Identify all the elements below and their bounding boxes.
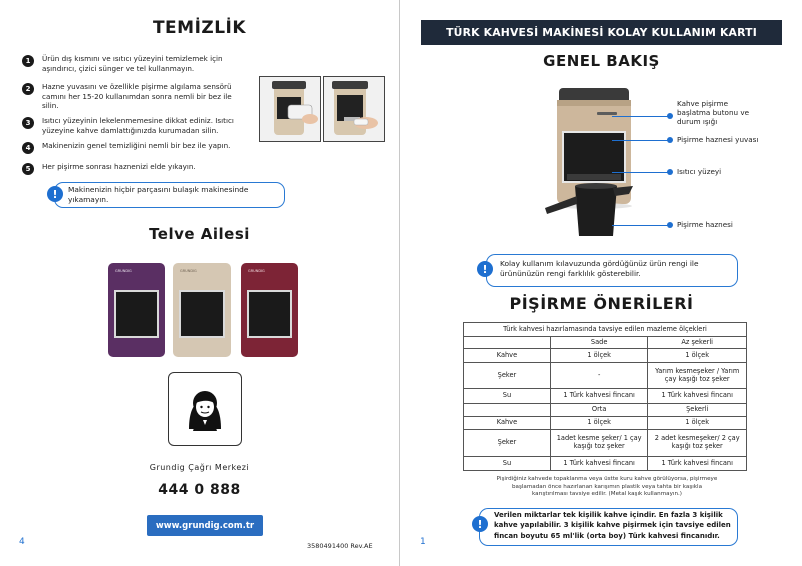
machine-brand-mark: GRUNDIG xyxy=(115,269,132,273)
warning-icon: ! xyxy=(47,186,63,202)
table-row: Şeker 1adet kesme şeker/ 1 çay kaşığı toz şeker 2 adet kesmeşeker/ 2 çay kaşığı toz şeker xyxy=(464,430,747,457)
left-page xyxy=(0,0,399,566)
table-header: Orta xyxy=(550,404,648,417)
color-note-text: Kolay kullanım kılavuzunda gördüğünüz ürün rengi ile ürününüzün rengi farklılık gösterebilir. xyxy=(500,259,699,278)
step-number: 5 xyxy=(22,163,34,175)
callout-start-button: Kahve pişirme başlatma butonu ve durum ışığı xyxy=(677,99,750,127)
callout-heater-surface: Isıtıcı yüzeyi xyxy=(677,167,722,176)
call-center-label: Grundig Çağrı Merkezi xyxy=(149,463,250,472)
step-1 xyxy=(22,54,242,73)
step-text: Hazne yuvasını ve özellikle pişirme algılama sensörü camını her 15-20 kullanımdan sonra nemli bir bez ile silin. xyxy=(42,82,232,110)
table-row: Şeker - Yarım kesmeşeker / Yarım çay kaşığı toz şeker xyxy=(464,363,747,389)
table-caption: Türk kahvesi hazırlamasında tavsiye edilen mazleme ölçekleri xyxy=(464,323,747,337)
warning-icon: ! xyxy=(472,516,488,532)
callout-brewing-chamber: Pişirme haznesi xyxy=(677,220,733,229)
call-center-icon xyxy=(168,372,242,446)
step-text: Ürün dış kısmını ve ısıtıcı yüzeyini temizlemek için aşındırıcı, çizici sünger ve tel kullanmayın. xyxy=(42,54,223,73)
dishwasher-warning-text: Makinenizin hiçbir parçasını bulaşık makinesinde yıkamayın. xyxy=(68,185,249,204)
table-row: Su 1 Türk kahvesi fincanı 1 Türk kahvesi fincanı xyxy=(464,389,747,404)
website-link[interactable]: www.grundig.com.tr xyxy=(147,515,263,536)
capacity-note-text: Verilen miktarlar tek kişilik kahve içindir. En fazla 3 kişilik kahve yapılabilir. 3 kişilik kahve pişirmek için tavsiye edilen fincan boyutu 65 ml'lik (orta boy) Türk kahvesi fincanıdır. xyxy=(494,511,731,540)
machine-brand-mark: GRUNDIG xyxy=(180,269,197,273)
step-text: Makinenizin genel temizliğini nemli bir bez ile yapın. xyxy=(42,141,231,150)
table-header: Şekerli xyxy=(648,404,747,417)
table-row: Kahve 1 ölçek 1 ölçek xyxy=(464,349,747,363)
callout-dot xyxy=(667,113,673,119)
callout-line xyxy=(612,116,670,117)
product-image xyxy=(537,86,637,252)
page-number-right: 1 xyxy=(420,537,426,547)
callout-dot xyxy=(667,222,673,228)
callout-line xyxy=(612,140,670,141)
info-icon: ! xyxy=(477,261,493,277)
overview-title: GENEL BAKIŞ xyxy=(543,52,660,70)
step-text: Her pişirme sonrası haznenizi elde yıkayın. xyxy=(42,162,196,171)
callout-chamber-slot: Pişirme haznesi yuvası xyxy=(677,135,759,144)
machine-cream xyxy=(173,263,231,357)
step-4 xyxy=(22,141,258,154)
step-3 xyxy=(22,116,258,135)
page-number-left: 4 xyxy=(19,537,25,547)
machine-purple xyxy=(108,263,165,357)
step-text: Isıtıcı yüzeyinin lekelenmemesine dikkat ediniz. Isıtıcı yüzeyine kahve damlattığınızda kurumadan silin. xyxy=(42,116,234,135)
document-code: 3580491400 Rev.AE xyxy=(307,542,373,550)
callout-dot xyxy=(667,137,673,143)
banner: TÜRK KAHVESİ MAKİNESİ KOLAY KULLANIM KARTI xyxy=(421,20,782,45)
step-number: 4 xyxy=(22,142,34,154)
callout-line xyxy=(612,172,670,173)
callout-dot xyxy=(667,169,673,175)
machine-brand-mark: GRUNDIG xyxy=(248,269,265,273)
table-header: Sade xyxy=(550,337,648,349)
family-title: Telve Ailesi xyxy=(149,225,250,243)
step-number: 2 xyxy=(22,83,34,95)
table-row: Su 1 Türk kahvesi fincanı 1 Türk kahvesi fincanı xyxy=(464,457,747,471)
callout-line xyxy=(612,225,670,226)
machine-burgundy xyxy=(241,263,298,357)
cleaning-photo-2 xyxy=(323,76,385,142)
page-divider xyxy=(399,0,400,566)
table-header: Az şekerli xyxy=(648,337,747,349)
step-5 xyxy=(22,162,258,175)
recipe-table xyxy=(463,322,747,471)
cleaning-photo-1 xyxy=(259,76,321,142)
recipes-title: PİŞİRME ÖNERİLERİ xyxy=(509,294,694,313)
call-center-phone: 444 0 888 xyxy=(158,482,241,498)
cleaning-title: TEMİZLİK xyxy=(152,18,247,38)
step-2 xyxy=(22,82,244,111)
table-note: Pişirdiğiniz kahvede topaklanma veya üstte kuru kahve görülüyorsa, pişirmeye başlamadan önce hazırlanan karışımın plastik veya tahta bir kaşıkla karıştırılması tavsiye edilir. (Metal kaşık kullanmayın.) xyxy=(496,476,718,498)
table-row: Kahve 1 ölçek 1 ölçek xyxy=(464,417,747,430)
step-number: 3 xyxy=(22,117,34,129)
step-number: 1 xyxy=(22,55,34,67)
